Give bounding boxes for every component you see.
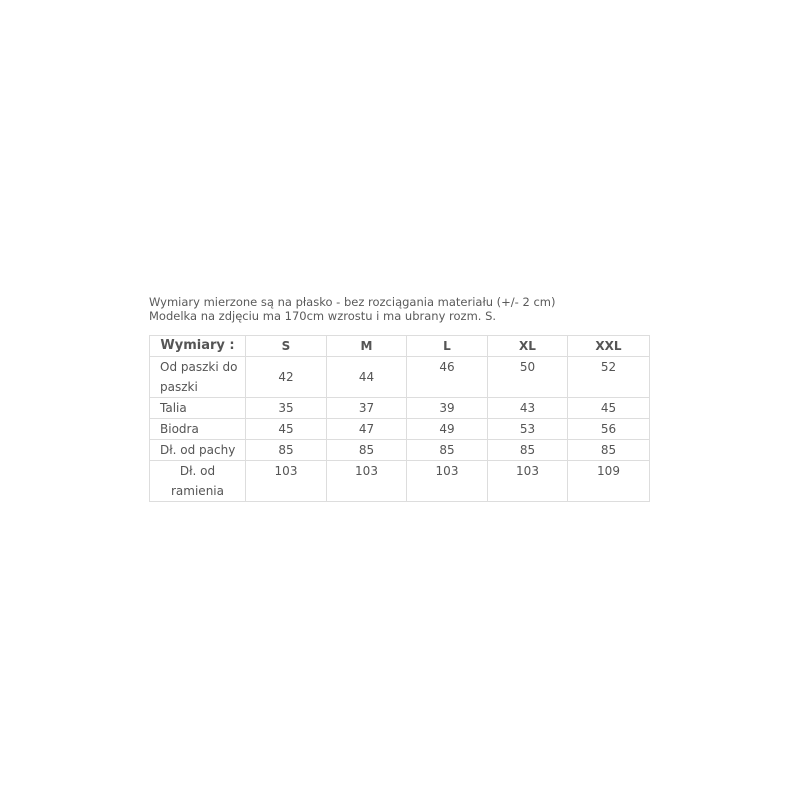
measurement-note [149, 295, 669, 323]
table-cell: 46 [407, 357, 488, 398]
model-note-line2: Modelka na zdjęciu ma 170cm wzrostu i ma ubrany rozm. S. [149, 309, 497, 323]
row-label-od-paszki [150, 357, 246, 398]
table-cell: 85 [246, 440, 327, 461]
row-label-line2: ramienia [171, 484, 224, 498]
table-cell: 50 [488, 357, 568, 398]
table-cell: 45 [568, 398, 650, 419]
table-cell: 103 [488, 461, 568, 502]
table-cell: 45 [246, 419, 327, 440]
table-cell: 42 [246, 357, 327, 398]
size-header-m: M [327, 336, 407, 357]
table-cell: 85 [568, 440, 650, 461]
table-row [150, 419, 650, 440]
table-cell: 35 [246, 398, 327, 419]
table-cell: 52 [568, 357, 650, 398]
table-cell: 53 [488, 419, 568, 440]
row-label-dl-od-pachy: Dł. od pachy [150, 440, 246, 461]
size-table-corner-label: Wymiary : [150, 336, 246, 357]
table-cell: 109 [568, 461, 650, 502]
table-cell: 103 [407, 461, 488, 502]
size-table-header-row [150, 336, 650, 357]
table-cell: 44 [327, 357, 407, 398]
row-label-biodra: Biodra [150, 419, 246, 440]
table-cell: 56 [568, 419, 650, 440]
table-cell: 85 [407, 440, 488, 461]
table-cell: 49 [407, 419, 488, 440]
row-label-talia: Talia [150, 398, 246, 419]
table-cell: 47 [327, 419, 407, 440]
size-header-xl: XL [488, 336, 568, 357]
row-label-line1: Od paszki do [160, 360, 238, 374]
size-header-s: S [246, 336, 327, 357]
table-cell: 39 [407, 398, 488, 419]
table-cell: 85 [488, 440, 568, 461]
size-header-l: L [407, 336, 488, 357]
size-table [149, 335, 650, 502]
table-cell: 103 [246, 461, 327, 502]
table-cell: 43 [488, 398, 568, 419]
measurement-note-line1: Wymiary mierzone są na płasko - bez rozciągania materiału (+/- 2 cm) [149, 295, 556, 309]
row-label-line1: Dł. od [179, 464, 216, 478]
table-row [150, 461, 650, 502]
table-cell: 85 [327, 440, 407, 461]
size-header-xxl: XXL [568, 336, 650, 357]
table-cell: 37 [327, 398, 407, 419]
table-row [150, 440, 650, 461]
row-label-line2: paszki [160, 380, 198, 394]
table-row [150, 357, 650, 398]
row-label-dl-od-ramienia [150, 461, 246, 502]
table-cell: 103 [327, 461, 407, 502]
table-row [150, 398, 650, 419]
